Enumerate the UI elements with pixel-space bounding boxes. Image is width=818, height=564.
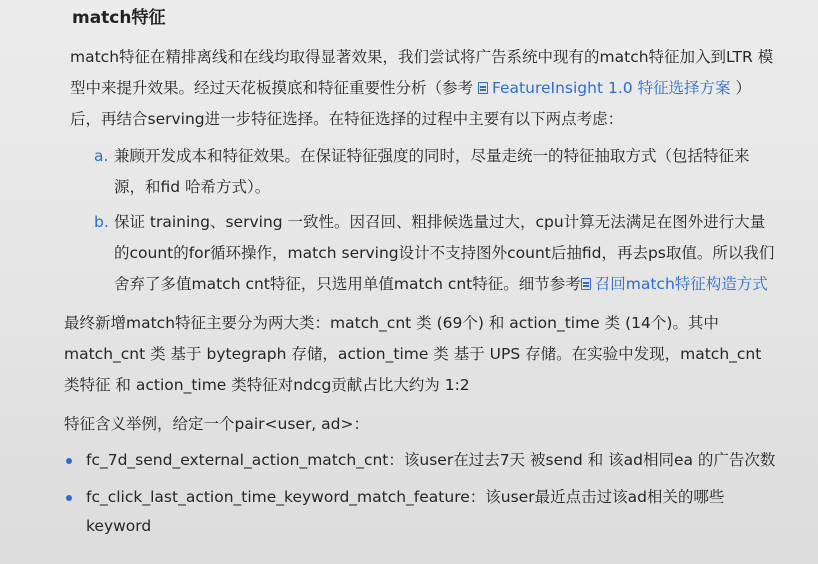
feature-insight-link-label: FeatureInsight 1.0 特征选择方案: [491, 79, 731, 97]
bullet-icon: [66, 458, 72, 464]
list-marker: a.: [94, 147, 109, 165]
examples-intro: 特征含义举例，给定一个pair<user, ad>：: [64, 415, 369, 433]
list-marker: b.: [94, 213, 109, 231]
bullet-icon: [66, 495, 72, 501]
feature-description: 该user最近点击过该ad相关的哪些keyword: [86, 488, 725, 535]
intro-text-after: ）后，再结合serving进一步特征选择。在特征选择的过程中主要有以下两点考虑：: [70, 79, 751, 128]
feature-name: fc_7d_send_external_action_match_cnt：: [86, 451, 404, 469]
considerations-list: [64, 141, 778, 300]
list-item: [64, 207, 778, 300]
list-item-text: 保证 training、serving 一致性。因召回、粗排候选量过大，cpu计算无法满足在图外进行大量的count的for循环操作，match serving设计不支持图外count后抽fid，再去ps取值。所以我们舍弃了多值match cnt特征，只选用单值match cnt特征。细节参考: [114, 213, 775, 293]
list-item: [64, 446, 778, 475]
intro-text-before: match特征在精排离线和在线均取得显著效果，我们尝试将广告系统中现有的match特征加入到LTR 模型中来提升效果。经过天花板摸底和特征重要性分析（参考: [70, 48, 774, 97]
summary-paragraph: 最终新增match特征主要分为两大类：match_cnt 类 (69个) 和 action_time 类 (14个)。其中match_cnt 类 基于 bytegraph 存储，action_time 类 基于 UPS 存储。在实验中发现，match_cnt 类特征 和 action_time 类特征对ndcg贡献占比大约为 1:2: [64, 314, 762, 394]
document-icon: [581, 278, 591, 290]
intro-paragraph: [70, 42, 778, 135]
list-item-text: 兼顾开发成本和特征效果。在保证特征强度的同时，尽量走统一的特征抽取方式（包括特征来源，和fid 哈希方式）。: [114, 147, 750, 196]
recall-feature-link[interactable]: [581, 275, 768, 293]
feature-description: 该user在过去7天 被send 和 该ad相同ea 的广告次数: [403, 451, 776, 469]
document-icon: [478, 82, 488, 94]
examples-list: [64, 446, 778, 541]
section-heading: match特征: [72, 8, 166, 28]
feature-name: fc_click_last_action_time_keyword_match_feature：: [86, 488, 486, 506]
feature-insight-link[interactable]: [478, 79, 731, 97]
list-item: [64, 141, 778, 203]
recall-feature-link-label: 召回match特征构造方式: [594, 275, 768, 293]
list-item: [64, 483, 778, 541]
